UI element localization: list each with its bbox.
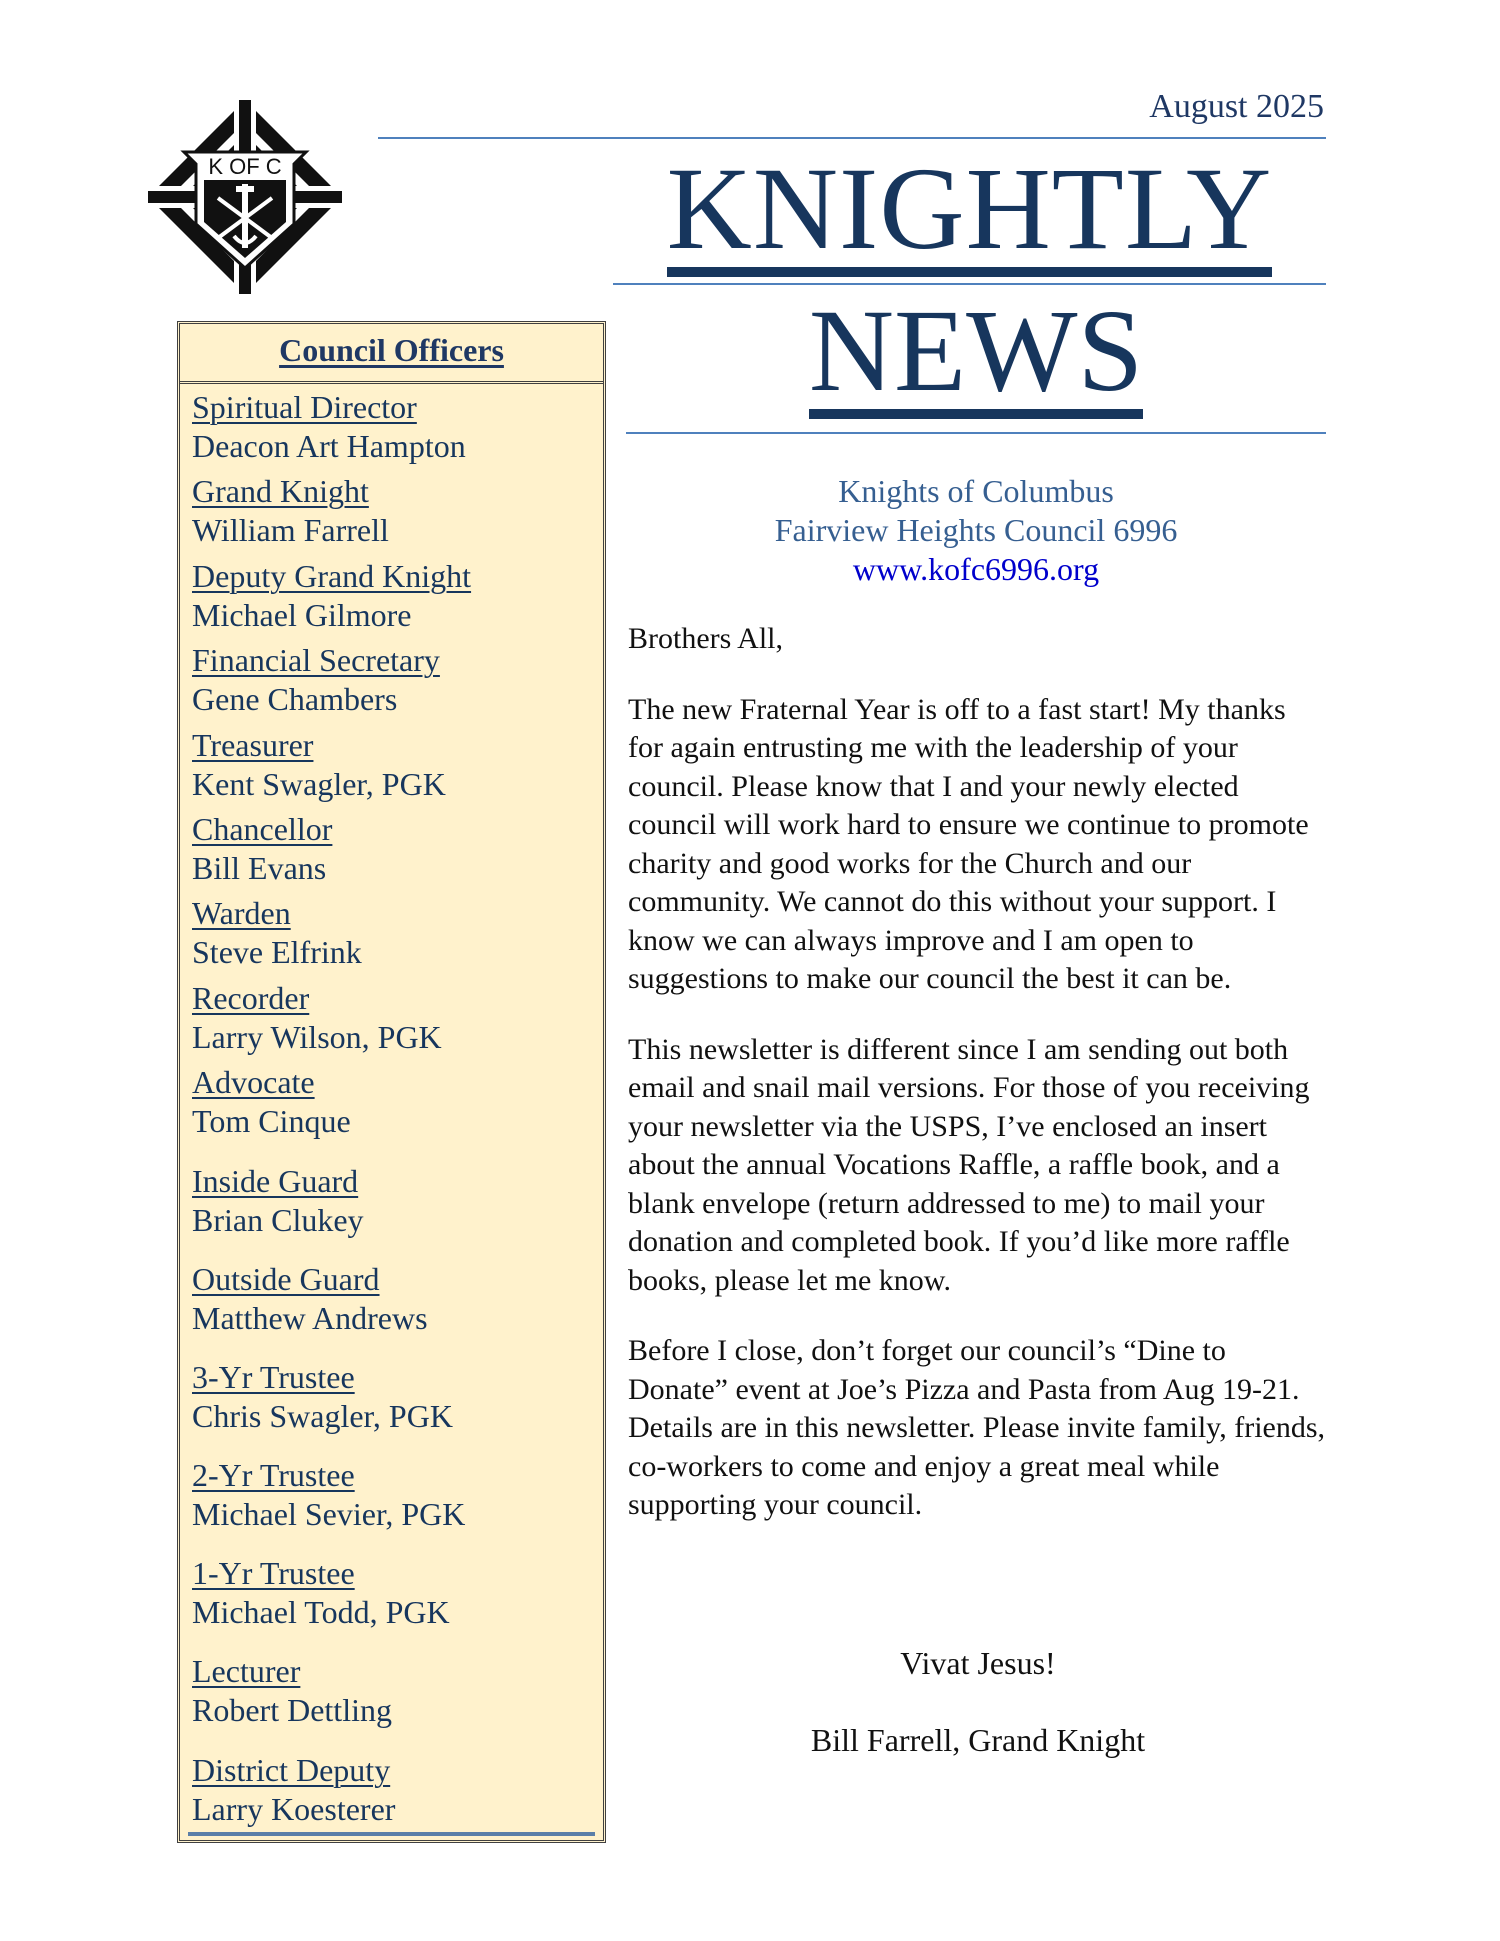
masthead-news: NEWS — [809, 295, 1143, 419]
officer-role: Financial Secretary — [192, 642, 440, 678]
officer-entry — [192, 641, 440, 719]
officer-entry — [192, 1751, 395, 1829]
officer-role: Recorder — [192, 980, 310, 1016]
officer-entry — [192, 726, 446, 804]
masthead-title-line2 — [626, 285, 1326, 419]
officer-entry — [192, 388, 466, 466]
officer-name: Brian Clukey — [192, 1202, 364, 1238]
divider-rule — [378, 137, 1326, 139]
officer-role: Inside Guard — [192, 1163, 359, 1199]
officer-name: William Farrell — [192, 512, 389, 548]
masthead-knightly: KNIGHTLY — [667, 153, 1273, 277]
grand-knight-letter — [628, 620, 1328, 1557]
officer-role: 1-Yr Trustee — [192, 1555, 355, 1591]
officer-entry — [192, 894, 362, 972]
issue-date: August 2025 — [1149, 88, 1324, 125]
officer-name: Gene Chambers — [192, 681, 398, 717]
officer-name: Michael Gilmore — [192, 597, 412, 633]
officer-role: Outside Guard — [192, 1261, 380, 1297]
officer-name: Larry Koesterer — [192, 1791, 396, 1827]
officer-role: Lecturer — [192, 1653, 301, 1689]
organization-info — [626, 472, 1326, 589]
officer-name: Michael Todd, PGK — [192, 1594, 450, 1630]
officer-entry — [192, 810, 332, 888]
letter-paragraph: This newsletter is different since I am sending out both email and snail mail versions. For those of you receiving your newsletter via the USPS, I’ve enclosed an insert about the annual Vocations Raffle, a raffle book, and a blank envelope (return addressed to me) to mail your donation and completed book. If you’d like more raffle books, please let me know. — [628, 1032, 1310, 1297]
officer-entry — [192, 1063, 351, 1141]
officer-entry — [192, 1358, 453, 1436]
officer-role: Advocate — [192, 1064, 315, 1100]
website-link[interactable]: www.kofc6996.org — [852, 551, 1100, 587]
officer-name: Kent Swagler, PGK — [192, 766, 446, 802]
logo-text: K OF C — [208, 154, 282, 179]
officer-name: Bill Evans — [192, 850, 327, 886]
officer-role: Treasurer — [192, 727, 314, 763]
kofc-emblem-logo — [146, 98, 344, 296]
council-officers-panel — [177, 321, 606, 1843]
officer-entry — [192, 1652, 392, 1730]
officer-role: Warden — [192, 895, 291, 931]
letter-paragraph: Before I close, don’t forget our council’s “Dine to Donate” event at Joe’s Pizza and Pasta from Aug 19-21. Details are in this newsletter. Please invite family, friends, co-workers to come and enjoy a great meal while supporting your council. — [628, 1334, 1326, 1521]
officer-name: Larry Wilson, PGK — [192, 1019, 442, 1055]
letter-closing: Vivat Jesus! — [900, 1645, 1056, 1681]
officer-name: Deacon Art Hampton — [192, 428, 466, 464]
officer-role: Chancellor — [192, 811, 333, 847]
officer-role: 3-Yr Trustee — [192, 1359, 355, 1395]
knights-of-columbus-emblem-icon — [146, 98, 344, 296]
officer-entry — [192, 1456, 465, 1534]
officer-name: Steve Elfrink — [192, 934, 362, 970]
officer-name: Robert Dettling — [192, 1692, 392, 1728]
officer-role: Grand Knight — [192, 473, 369, 509]
divider-rule — [626, 432, 1326, 434]
council-name: Fairview Heights Council 6996 — [774, 512, 1178, 548]
officer-role: Deputy Grand Knight — [192, 558, 472, 594]
panel-bottom-rule — [188, 1832, 595, 1836]
officer-name: Tom Cinque — [192, 1103, 351, 1139]
officer-entry — [192, 1260, 428, 1338]
letter-paragraph: The new Fraternal Year is off to a fast start! My thanks for again entrusting me with the leadership of your council. Please know that I and your newly elected council will work hard to ensure we continue to promote charity and good works for the Church and our community. We cannot do this without your support. I know we can always improve and I am open to suggestions to make our council the best it can be. — [628, 692, 1309, 995]
officer-name: Chris Swagler, PGK — [192, 1398, 453, 1434]
officers-heading: Council Officers — [180, 324, 603, 384]
officer-name: Matthew Andrews — [192, 1300, 428, 1336]
org-name: Knights of Columbus — [838, 473, 1114, 509]
masthead-title-line1 — [613, 143, 1326, 277]
officer-entry — [192, 557, 471, 635]
letter-greeting: Brothers All, — [628, 622, 783, 655]
officer-role: 2-Yr Trustee — [192, 1457, 355, 1493]
officer-role: Spiritual Director — [192, 389, 417, 425]
officer-entry — [192, 1162, 364, 1240]
officer-role: District Deputy — [192, 1752, 391, 1788]
officer-entry — [192, 472, 389, 550]
officer-entry — [192, 979, 442, 1057]
officer-name: Michael Sevier, PGK — [192, 1496, 466, 1532]
officer-entry — [192, 1554, 450, 1632]
letter-signature: Bill Farrell, Grand Knight — [810, 1722, 1146, 1758]
